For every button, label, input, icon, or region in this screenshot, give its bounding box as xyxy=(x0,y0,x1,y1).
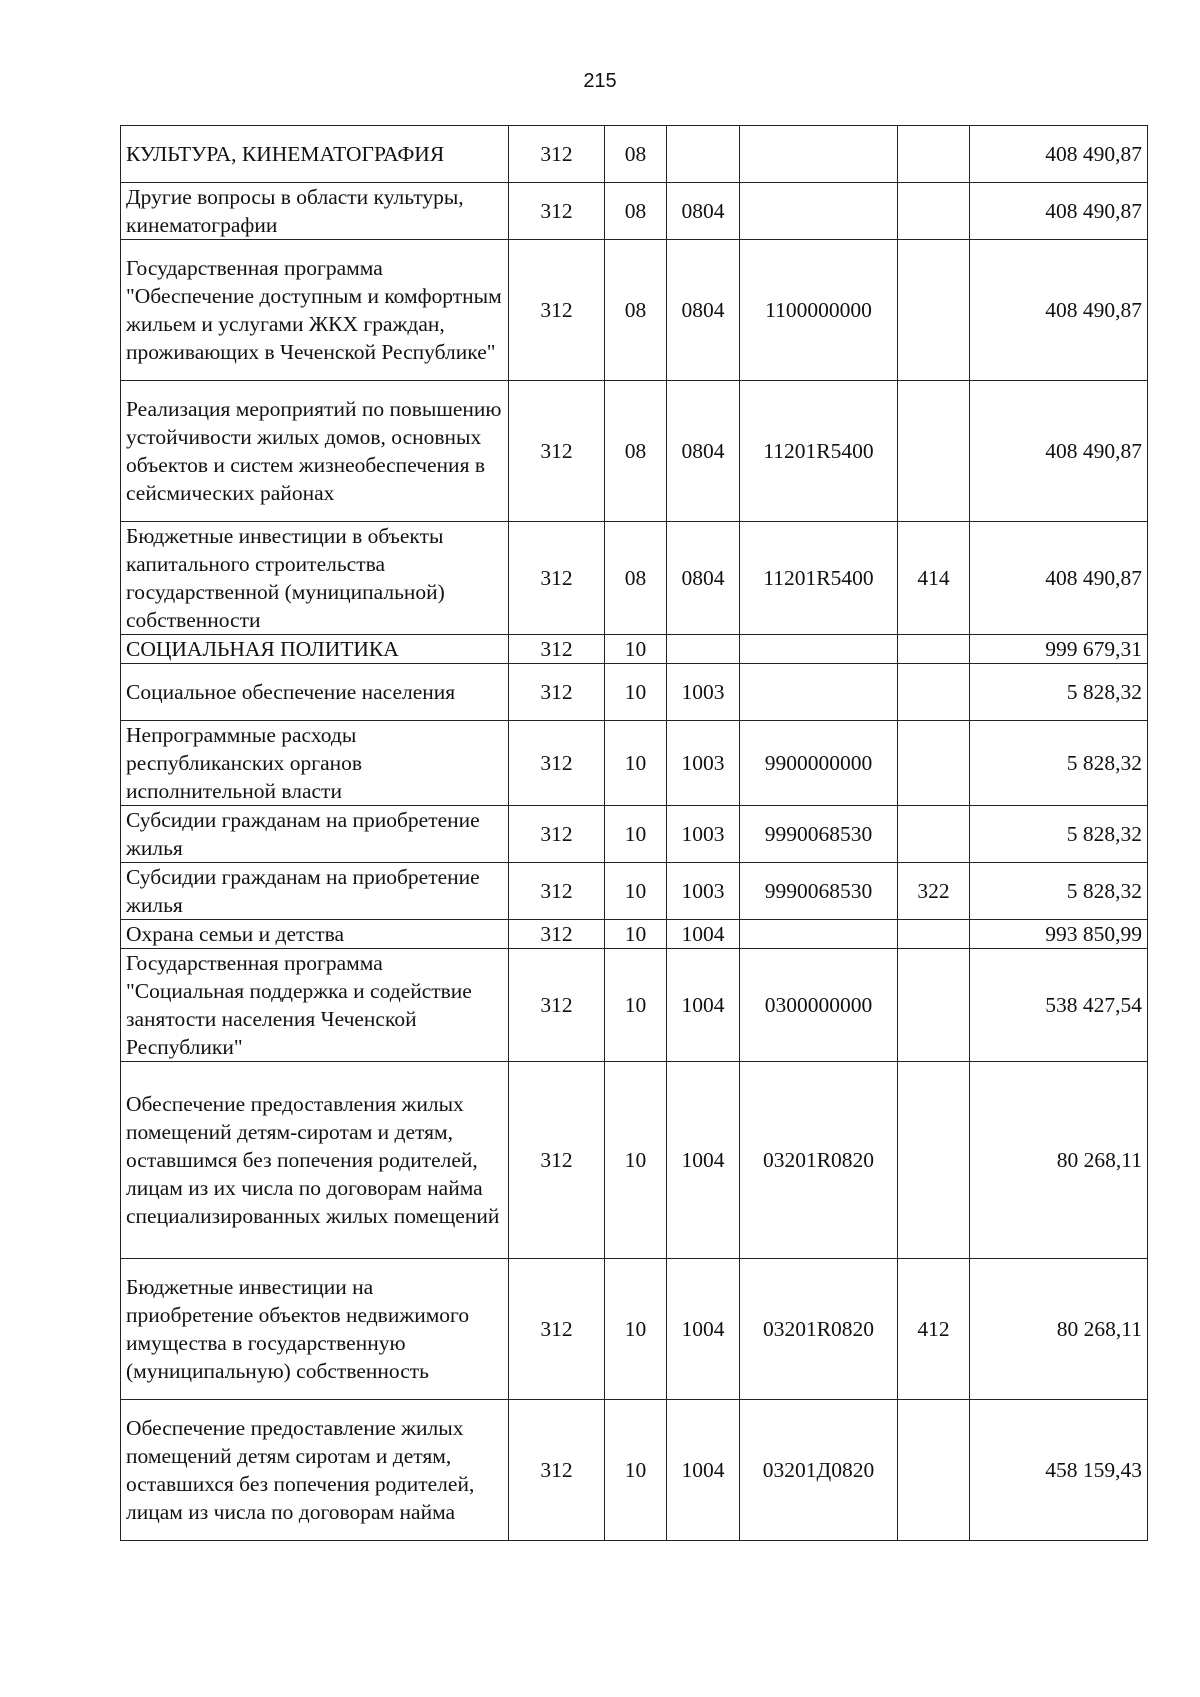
row-subsection: 1003 xyxy=(667,721,740,806)
table-row xyxy=(121,1062,1148,1259)
row-expense-type: 322 xyxy=(898,863,970,920)
row-subsection: 0804 xyxy=(667,240,740,381)
table-row xyxy=(121,183,1148,240)
row-sum: 408 490,87 xyxy=(970,126,1148,183)
row-subsection xyxy=(667,126,740,183)
row-subsection xyxy=(667,635,740,664)
row-subsection: 1003 xyxy=(667,863,740,920)
row-sum: 5 828,32 xyxy=(970,806,1148,863)
row-target-article xyxy=(740,664,898,721)
table-row xyxy=(121,522,1148,635)
row-target-article: 9990068530 xyxy=(740,863,898,920)
row-section: 10 xyxy=(605,1259,667,1400)
row-name: Государственная программа "Социальная поддержка и содействие занятости населения Чеченской Республики" xyxy=(121,949,509,1062)
row-section: 10 xyxy=(605,949,667,1062)
row-expense-type xyxy=(898,126,970,183)
row-expense-type xyxy=(898,183,970,240)
row-grbs: 312 xyxy=(509,806,605,863)
row-name: Бюджетные инвестиции на приобретение объектов недвижимого имущества в государственную (муниципальную) собственность xyxy=(121,1259,509,1400)
row-grbs: 312 xyxy=(509,240,605,381)
row-subsection: 1003 xyxy=(667,664,740,721)
row-name: Субсидии гражданам на приобретение жилья xyxy=(121,863,509,920)
row-expense-type xyxy=(898,1062,970,1259)
row-sum: 993 850,99 xyxy=(970,920,1148,949)
row-target-article: 11201R5400 xyxy=(740,381,898,522)
row-section: 08 xyxy=(605,522,667,635)
row-grbs: 312 xyxy=(509,183,605,240)
row-section: 10 xyxy=(605,664,667,721)
table-row xyxy=(121,126,1148,183)
row-sum: 458 159,43 xyxy=(970,1400,1148,1541)
row-section: 10 xyxy=(605,721,667,806)
row-grbs: 312 xyxy=(509,920,605,949)
row-expense-type xyxy=(898,949,970,1062)
table-row xyxy=(121,806,1148,863)
row-target-article xyxy=(740,183,898,240)
row-sum: 5 828,32 xyxy=(970,721,1148,806)
row-sum: 999 679,31 xyxy=(970,635,1148,664)
row-name: Другие вопросы в области культуры, кинематографии xyxy=(121,183,509,240)
row-section: 08 xyxy=(605,240,667,381)
table-row xyxy=(121,664,1148,721)
row-expense-type xyxy=(898,806,970,863)
table-row xyxy=(121,863,1148,920)
table-row xyxy=(121,381,1148,522)
row-grbs: 312 xyxy=(509,126,605,183)
row-grbs: 312 xyxy=(509,1400,605,1541)
row-expense-type xyxy=(898,1400,970,1541)
row-section: 08 xyxy=(605,381,667,522)
row-expense-type xyxy=(898,381,970,522)
row-name: Социальное обеспечение населения xyxy=(121,664,509,721)
row-name: Реализация мероприятий по повышению устойчивости жилых домов, основных объектов и систем жизнеобеспечения в сейсмических районах xyxy=(121,381,509,522)
row-section: 10 xyxy=(605,920,667,949)
row-expense-type xyxy=(898,664,970,721)
row-grbs: 312 xyxy=(509,664,605,721)
row-section: 10 xyxy=(605,863,667,920)
table-row xyxy=(121,1400,1148,1541)
row-section: 08 xyxy=(605,183,667,240)
row-name: Обеспечение предоставления жилых помещений детям-сиротам и детям, оставшимся без попечения родителей, лицам из их числа по договорам найма специализированных жилых помещений xyxy=(121,1062,509,1259)
row-subsection: 0804 xyxy=(667,522,740,635)
table-row xyxy=(121,635,1148,664)
table-row xyxy=(121,949,1148,1062)
row-sum: 80 268,11 xyxy=(970,1062,1148,1259)
row-grbs: 312 xyxy=(509,522,605,635)
row-subsection: 1003 xyxy=(667,806,740,863)
row-grbs: 312 xyxy=(509,949,605,1062)
row-subsection: 1004 xyxy=(667,1062,740,1259)
row-grbs: 312 xyxy=(509,863,605,920)
row-name: Непрограммные расходы республиканских органов исполнительной власти xyxy=(121,721,509,806)
table-row xyxy=(121,240,1148,381)
row-expense-type: 412 xyxy=(898,1259,970,1400)
row-target-article: 9900000000 xyxy=(740,721,898,806)
budget-table xyxy=(120,125,1148,1541)
row-expense-type: 414 xyxy=(898,522,970,635)
row-expense-type xyxy=(898,721,970,806)
row-name: КУЛЬТУРА, КИНЕМАТОГРАФИЯ xyxy=(121,126,509,183)
row-target-article xyxy=(740,635,898,664)
row-target-article: 03201R0820 xyxy=(740,1062,898,1259)
row-subsection: 1004 xyxy=(667,949,740,1062)
table-row xyxy=(121,920,1148,949)
row-name: Охрана семьи и детства xyxy=(121,920,509,949)
row-subsection: 1004 xyxy=(667,1400,740,1541)
row-name: Обеспечение предоставление жилых помещений детям сиротам и детям, оставшихся без попечения родителей, лицам из числа по договорам найма xyxy=(121,1400,509,1541)
row-name: Бюджетные инвестиции в объекты капитального строительства государственной (муниципальной) собственности xyxy=(121,522,509,635)
row-sum: 80 268,11 xyxy=(970,1259,1148,1400)
row-target-article: 03201Д0820 xyxy=(740,1400,898,1541)
row-target-article: 9990068530 xyxy=(740,806,898,863)
row-section: 10 xyxy=(605,806,667,863)
row-sum: 408 490,87 xyxy=(970,240,1148,381)
row-expense-type xyxy=(898,240,970,381)
table-row xyxy=(121,1259,1148,1400)
row-target-article: 03201R0820 xyxy=(740,1259,898,1400)
row-section: 10 xyxy=(605,1062,667,1259)
row-target-article: 0300000000 xyxy=(740,949,898,1062)
row-sum: 408 490,87 xyxy=(970,522,1148,635)
row-grbs: 312 xyxy=(509,721,605,806)
row-grbs: 312 xyxy=(509,381,605,522)
row-subsection: 0804 xyxy=(667,381,740,522)
row-target-article: 1100000000 xyxy=(740,240,898,381)
row-grbs: 312 xyxy=(509,1062,605,1259)
row-expense-type xyxy=(898,635,970,664)
row-sum: 5 828,32 xyxy=(970,664,1148,721)
row-expense-type xyxy=(898,920,970,949)
row-sum: 408 490,87 xyxy=(970,381,1148,522)
row-sum: 538 427,54 xyxy=(970,949,1148,1062)
row-target-article xyxy=(740,126,898,183)
page-number: 215 xyxy=(583,70,617,92)
row-sum: 5 828,32 xyxy=(970,863,1148,920)
table-row xyxy=(121,721,1148,806)
row-target-article xyxy=(740,920,898,949)
row-subsection: 0804 xyxy=(667,183,740,240)
row-name: СОЦИАЛЬНАЯ ПОЛИТИКА xyxy=(121,635,509,664)
row-name: Государственная программа "Обеспечение доступным и комфортным жильем и услугами ЖКХ граждан, проживающих в Чеченской Республике" xyxy=(121,240,509,381)
row-subsection: 1004 xyxy=(667,920,740,949)
row-target-article: 11201R5400 xyxy=(740,522,898,635)
row-section: 08 xyxy=(605,126,667,183)
row-grbs: 312 xyxy=(509,1259,605,1400)
row-name: Субсидии гражданам на приобретение жилья xyxy=(121,806,509,863)
row-section: 10 xyxy=(605,635,667,664)
row-subsection: 1004 xyxy=(667,1259,740,1400)
row-grbs: 312 xyxy=(509,635,605,664)
row-section: 10 xyxy=(605,1400,667,1541)
row-sum: 408 490,87 xyxy=(970,183,1148,240)
budget-table-body xyxy=(121,126,1148,1541)
